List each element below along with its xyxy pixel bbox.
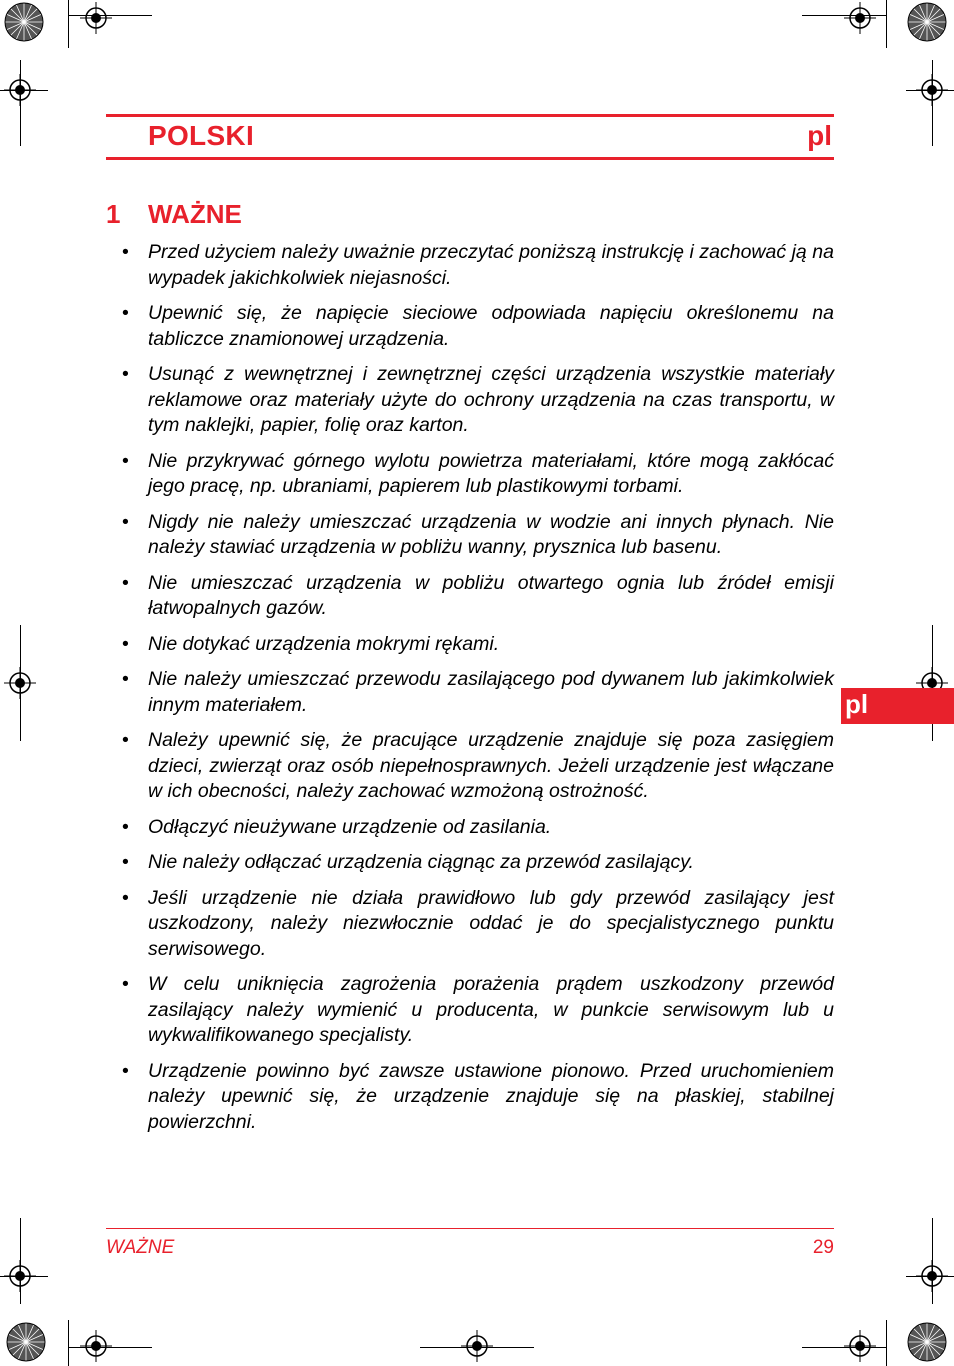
list-item-text: Usunąć z wewnętrznej i zewnętrznej części urządzenia wszystkie materiały reklamowe oraz materiały użyte do ochrony urządzenia na czas transportu, w tym naklejki, papier, folię oraz karton.: [148, 363, 834, 436]
bullet-icon: •: [122, 632, 129, 655]
language-title: POLSKI: [148, 120, 255, 151]
registration-mark-icon: [0, 1256, 40, 1296]
registration-mark-icon: [457, 1326, 497, 1366]
registration-mark-icon: [0, 663, 40, 703]
safety-instructions-list: [106, 240, 834, 1145]
registration-mark-icon: [76, 1326, 116, 1366]
bullet-icon: •: [122, 886, 129, 909]
bullet-icon: •: [122, 363, 129, 385]
registration-mark-icon: [840, 0, 880, 40]
footer-section-label: WAŻNE: [106, 1237, 175, 1258]
list-item-text: Upewnić się, że napięcie sieciowe odpowiada napięciu określonemu na tabliczce znamionowej urządzenia.: [148, 302, 834, 350]
registration-mark-icon: [912, 70, 952, 110]
color-rosette-icon: [4, 2, 44, 42]
list-item: [106, 667, 834, 718]
list-item-text: W celu uniknięcia zagrożenia porażenia prądem uszkodzony przewód zasilający należy wymienić u producenta, w punkcie serwisowym lub u wykwalifikowanego specjalisty.: [148, 973, 834, 1046]
bullet-icon: •: [122, 571, 129, 594]
language-side-tab: [841, 688, 954, 724]
bullet-icon: •: [122, 510, 129, 533]
language-code: pl: [807, 120, 832, 151]
list-item-text: Urządzenie powinno być zawsze ustawione pionowo. Przed uruchomieniem należy upewnić się, że urządzenie znajduje się na płaskiej, stabilnej powierzchni.: [148, 1059, 834, 1133]
list-item: [106, 510, 834, 561]
list-item-text: Nie dotykać urządzenia mokrymi rękami.: [148, 632, 500, 655]
list-item: [106, 449, 834, 500]
registration-mark-icon: [0, 70, 40, 110]
list-item-text: Jeśli urządzenie nie działa prawidłowo lub gdy przewód zasilający jest uszkodzony, należy niezwłocznie oddać je do specjalistycznego punktu serwisowego.: [148, 886, 834, 960]
page-header: [106, 114, 834, 160]
list-item: [106, 1059, 834, 1136]
list-item-text: Przed użyciem należy uważnie przeczytać poniższą instrukcję i zachować ją na wypadek jakichkolwiek niejasności.: [148, 241, 834, 289]
list-item: [106, 632, 834, 658]
list-item-text: Nie należy odłączać urządzenia ciągnąc za przewód zasilający.: [148, 851, 694, 873]
registration-mark-icon: [912, 1256, 952, 1296]
list-item-text: Nie przykrywać górnego wylotu powietrza materiałami, które mogą zakłócać jego pracę, np. ubraniami, papierem lub plastikowymi torbami.: [148, 449, 834, 497]
bullet-icon: •: [122, 241, 129, 263]
list-item: [106, 815, 834, 841]
page-number: 29: [812, 1237, 834, 1258]
section-title: WAŻNE: [148, 199, 242, 229]
crop-line: [886, 0, 887, 48]
list-item: [106, 886, 834, 963]
list-item: [106, 728, 834, 805]
color-rosette-icon: [907, 1322, 947, 1362]
list-item: [106, 362, 834, 439]
bullet-icon: •: [122, 302, 129, 324]
color-rosette-icon: [907, 2, 947, 42]
crop-line: [68, 1320, 69, 1366]
footer-divider: [106, 1228, 834, 1229]
bullet-icon: •: [122, 1059, 129, 1082]
list-item-text: Nie umieszczać urządzenia w pobliżu otwartego ognia lub źródeł emisji łatwopalnych gazów.: [148, 571, 834, 619]
bullet-icon: •: [122, 973, 129, 995]
color-rosette-icon: [6, 1322, 46, 1362]
section-number: 1: [106, 199, 121, 229]
section-heading: [106, 199, 242, 230]
list-item-text: Należy upewnić się, że pracujące urządzenie znajduje się poza zasięgiem dzieci, zwierząt oraz osób niepełnosprawnych. Jeżeli urządzenie jest włączane w ich obecności, należy zachować wzmożoną ostrożność.: [148, 729, 834, 802]
bullet-icon: •: [122, 449, 129, 472]
side-tab-label: pl: [845, 689, 869, 719]
list-item: [106, 972, 834, 1049]
registration-mark-icon: [840, 1326, 880, 1366]
bullet-icon: •: [122, 729, 129, 751]
crop-line: [68, 0, 69, 48]
list-item-text: Odłączyć nieużywane urządzenie od zasilania.: [148, 815, 552, 838]
bullet-icon: •: [122, 851, 129, 873]
bullet-icon: •: [122, 815, 129, 838]
list-item-text: Nie należy umieszczać przewodu zasilającego pod dywanem lub jakimkolwiek innym materiałem.: [148, 668, 834, 716]
list-item: [106, 301, 834, 352]
list-item: [106, 850, 834, 876]
registration-mark-icon: [76, 0, 116, 40]
list-item: [106, 240, 834, 291]
crop-line: [886, 1320, 887, 1366]
list-item-text: Nigdy nie należy umieszczać urządzenia w wodzie ani innych płynach. Nie należy stawiać urządzenia w pobliżu wanny, prysznica lub basenu.: [148, 510, 834, 558]
bullet-icon: •: [122, 668, 129, 690]
list-item: [106, 571, 834, 622]
